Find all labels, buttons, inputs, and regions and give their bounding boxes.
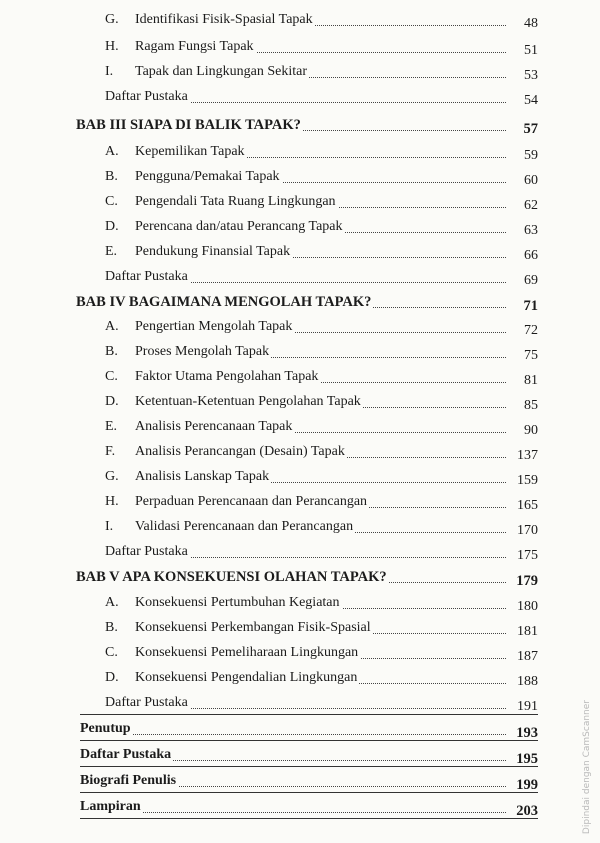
toc-page-number: 71 bbox=[523, 298, 538, 314]
toc-entry-title: Validasi Perencanaan dan Perancangan bbox=[135, 519, 354, 534]
toc-entry-letter: G. bbox=[105, 12, 119, 27]
section-divider bbox=[80, 714, 538, 715]
toc-end-section bbox=[80, 771, 538, 791]
toc-entry-letter: C. bbox=[105, 645, 118, 660]
toc-entry-title: Kepemilikan Tapak bbox=[135, 144, 245, 159]
toc-entry-title: Daftar Pustaka bbox=[105, 544, 188, 559]
toc-page-number: 165 bbox=[517, 498, 538, 513]
toc-entry bbox=[105, 392, 538, 412]
toc-entry-letter: E. bbox=[105, 419, 118, 434]
toc-entry-title: Daftar Pustaka bbox=[105, 89, 188, 104]
toc-entry bbox=[105, 593, 538, 613]
toc-entry-title: Lampiran bbox=[80, 799, 141, 814]
toc-entry bbox=[105, 417, 538, 437]
toc-entry-title: BAB V APA KONSEKUENSI OLAHAN TAPAK? bbox=[76, 569, 387, 585]
toc-page-number: 187 bbox=[517, 649, 538, 664]
toc-page-number: 90 bbox=[524, 423, 538, 438]
leader-dots bbox=[80, 734, 506, 735]
toc-entry-title: Penutup bbox=[80, 721, 131, 736]
toc-entry-letter: E. bbox=[105, 244, 118, 259]
toc-page-number: 159 bbox=[517, 473, 538, 488]
toc-page-number: 137 bbox=[517, 448, 538, 463]
section-divider bbox=[80, 818, 538, 819]
toc-entry-letter: F. bbox=[105, 444, 116, 459]
toc-entry-title: Analisis Perancangan (Desain) Tapak bbox=[135, 444, 345, 459]
toc-entry-letter: I. bbox=[105, 64, 114, 79]
toc-entry-title: Ketentuan-Ketentuan Pengolahan Tapak bbox=[135, 394, 361, 409]
toc-entry-letter: G. bbox=[105, 469, 119, 484]
toc-entry-title: Konsekuensi Perkembangan Fisik-Spasial bbox=[135, 620, 371, 635]
toc-end-section bbox=[80, 745, 538, 765]
toc-page-number: 179 bbox=[516, 573, 538, 589]
toc-entry bbox=[105, 517, 538, 537]
toc-end-section bbox=[80, 719, 538, 739]
toc-page-number: 57 bbox=[523, 121, 538, 137]
toc-entry bbox=[105, 668, 538, 688]
toc-entry bbox=[105, 643, 538, 663]
toc-page-number: 170 bbox=[517, 523, 538, 538]
toc-page-number: 53 bbox=[524, 68, 538, 83]
toc-entry bbox=[105, 10, 538, 30]
toc-entry-title: Analisis Perencanaan Tapak bbox=[135, 419, 293, 434]
toc-entry bbox=[105, 367, 538, 387]
toc-entry-letter: A. bbox=[105, 595, 119, 610]
toc-entry-title: Daftar Pustaka bbox=[105, 269, 188, 284]
toc-entry-title: Perpaduan Perencanaan dan Perancangan bbox=[135, 494, 368, 509]
toc-entry bbox=[105, 492, 538, 512]
toc-entry-title: Perencana dan/atau Perancang Tapak bbox=[135, 219, 343, 234]
toc-entry-letter: A. bbox=[105, 319, 119, 334]
toc-page-number: 195 bbox=[516, 751, 538, 767]
toc-entry bbox=[105, 37, 538, 57]
toc-entry bbox=[105, 267, 538, 287]
section-divider bbox=[80, 740, 538, 741]
toc-entry-title: Konsekuensi Pertumbuhan Kegiatan bbox=[135, 595, 340, 610]
toc-page-number: 63 bbox=[524, 223, 538, 238]
toc-page-number: 51 bbox=[524, 43, 538, 58]
toc-entry bbox=[105, 87, 538, 107]
toc-page-number: 72 bbox=[524, 323, 538, 338]
toc-entry-letter: B. bbox=[105, 344, 118, 359]
toc-entry-title: Tapak dan Lingkungan Sekitar bbox=[135, 64, 308, 79]
toc-entry-title: Konsekuensi Pemeliharaan Lingkungan bbox=[135, 645, 359, 660]
toc-entry-title: Biografi Penulis bbox=[80, 773, 177, 788]
toc-entry bbox=[105, 542, 538, 562]
toc-page-number: 188 bbox=[517, 674, 538, 689]
toc-chapter bbox=[76, 567, 538, 587]
toc-entry bbox=[105, 142, 538, 162]
toc-entry bbox=[105, 693, 538, 713]
leader-dots bbox=[80, 812, 506, 813]
toc-entry-title: Pengguna/Pemakai Tapak bbox=[135, 169, 280, 184]
toc-page-number: 60 bbox=[524, 173, 538, 188]
toc-entry-letter: D. bbox=[105, 219, 119, 234]
toc-entry-title: BAB IV BAGAIMANA MENGOLAH TAPAK? bbox=[76, 294, 372, 310]
toc-entry-letter: A. bbox=[105, 144, 119, 159]
toc-page-number: 59 bbox=[524, 148, 538, 163]
toc-page-number: 191 bbox=[517, 699, 538, 714]
toc-page-number: 62 bbox=[524, 198, 538, 213]
toc-chapter bbox=[76, 115, 538, 135]
toc-entry bbox=[105, 62, 538, 82]
toc-page-number: 81 bbox=[524, 373, 538, 388]
toc-entry-title: Identifikasi Fisik-Spasial Tapak bbox=[135, 12, 313, 27]
toc-page-number: 181 bbox=[517, 624, 538, 639]
toc-entry-title: Konsekuensi Pengendalian Lingkungan bbox=[135, 670, 358, 685]
toc-entry-title: Faktor Utama Pengolahan Tapak bbox=[135, 369, 319, 384]
toc-entry bbox=[105, 467, 538, 487]
toc-entry bbox=[105, 167, 538, 187]
toc-entry-letter: H. bbox=[105, 39, 119, 54]
toc-page-number: 75 bbox=[524, 348, 538, 363]
toc-entry-letter: D. bbox=[105, 670, 119, 685]
toc-chapter bbox=[76, 292, 538, 312]
toc-page-number: 199 bbox=[516, 777, 538, 793]
toc-end-section bbox=[80, 797, 538, 817]
toc-page-number: 180 bbox=[517, 599, 538, 614]
toc-page-number: 203 bbox=[516, 803, 538, 819]
toc-entry-letter: B. bbox=[105, 169, 118, 184]
toc-entry bbox=[105, 192, 538, 212]
toc-entry bbox=[105, 442, 538, 462]
toc-page-number: 54 bbox=[524, 93, 538, 108]
toc-entry-letter: C. bbox=[105, 194, 118, 209]
toc-entry-letter: I. bbox=[105, 519, 114, 534]
toc-entry-title: Daftar Pustaka bbox=[105, 695, 188, 710]
toc-page-number: 66 bbox=[524, 248, 538, 263]
section-divider bbox=[80, 766, 538, 767]
toc-entry-title: Analisis Lanskap Tapak bbox=[135, 469, 270, 484]
toc-entry-title: Pengertian Mengolah Tapak bbox=[135, 319, 293, 334]
toc-entry-title: BAB III SIAPA DI BALIK TAPAK? bbox=[76, 117, 301, 133]
toc-entry bbox=[105, 242, 538, 262]
toc-entry-letter: C. bbox=[105, 369, 118, 384]
toc-entry bbox=[105, 217, 538, 237]
toc-entry-letter: H. bbox=[105, 494, 119, 509]
toc-page-number: 85 bbox=[524, 398, 538, 413]
toc-page-number: 69 bbox=[524, 273, 538, 288]
toc-page-number: 48 bbox=[524, 16, 538, 31]
toc-entry-title: Pendukung Finansial Tapak bbox=[135, 244, 291, 259]
toc-entry-letter: D. bbox=[105, 394, 119, 409]
toc-page-number: 175 bbox=[517, 548, 538, 563]
scanner-watermark: Dipindai dengan CamScanner bbox=[582, 700, 592, 835]
toc-entry-title: Ragam Fungsi Tapak bbox=[135, 39, 254, 54]
section-divider bbox=[80, 792, 538, 793]
toc-page-number: 193 bbox=[516, 725, 538, 741]
toc-entry-letter: B. bbox=[105, 620, 118, 635]
toc-entry bbox=[105, 317, 538, 337]
toc-entry bbox=[105, 618, 538, 638]
toc-entry-title: Pengendali Tata Ruang Lingkungan bbox=[135, 194, 336, 209]
toc-entry-title: Daftar Pustaka bbox=[80, 747, 172, 762]
toc-entry-title: Proses Mengolah Tapak bbox=[135, 344, 270, 359]
toc-entry bbox=[105, 342, 538, 362]
